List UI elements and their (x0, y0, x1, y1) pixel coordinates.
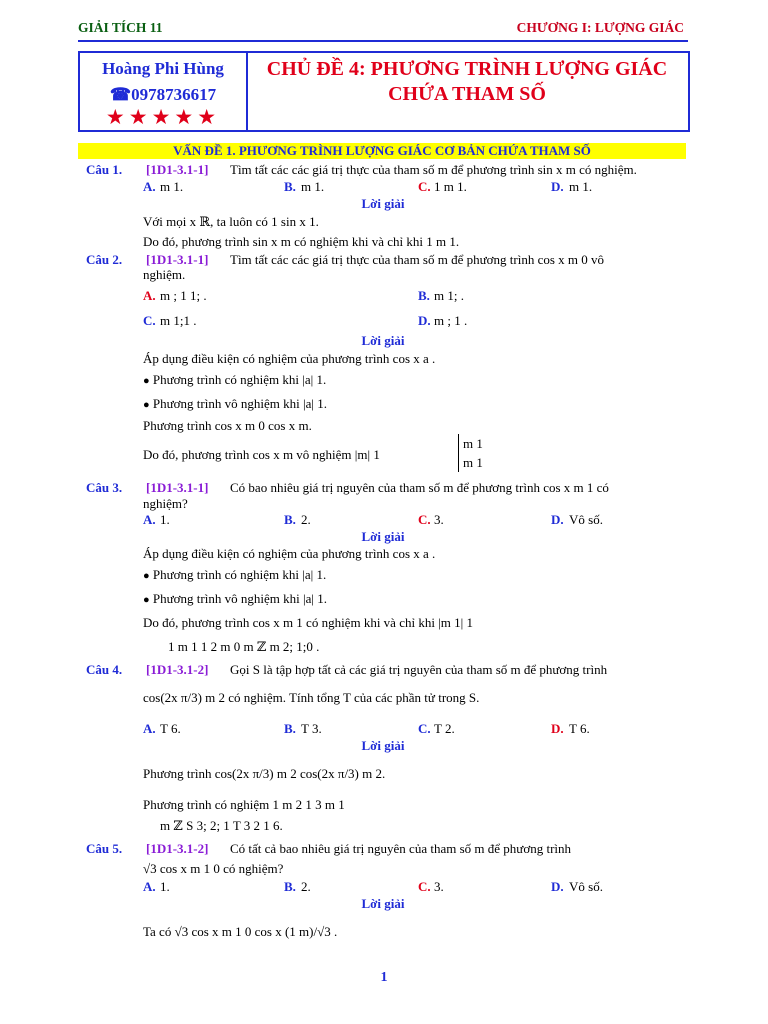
q5-tag: [1D1-3.1-2] (146, 841, 209, 856)
q1-option-a-label: A. (143, 179, 156, 194)
q2-option-b-label: B. (418, 288, 430, 303)
q1-option-c: 1 m 1. (434, 179, 467, 194)
q3-solution-line-2 (143, 567, 326, 584)
q3-option-c: 3. (434, 512, 444, 527)
header-divider (78, 40, 688, 42)
q4-solution-line-1: Phương trình cos(2x π/3) m 2 cos(2x π/3) m 2. (143, 766, 386, 781)
q2-solution-line-5: Do đó, phương trình cos x m vô nghiệm |m| 1 (143, 447, 380, 462)
q2-option-a: m ; 1 1; . (160, 288, 207, 303)
q2-option-a-label: A. (143, 288, 156, 303)
q2-option-b: m 1; . (434, 288, 464, 303)
q1-option-b: m 1. (301, 179, 325, 194)
q4-option-d: T 6. (569, 721, 590, 736)
q5-option-c: 3. (434, 879, 444, 894)
q5-option-a: 1. (160, 879, 170, 894)
q4-solution-line-3: m ℤ S 3; 2; 1 T 3 2 1 6. (160, 818, 283, 833)
q3-solution-line-1: Áp dụng điều kiện có nghiệm của phương trình cos x a . (143, 546, 436, 561)
q2-solution-line-1: Áp dụng điều kiện có nghiệm của phương trình cos x a . (143, 351, 436, 366)
q4-solution-line-2: Phương trình có nghiệm 1 m 2 1 3 m 1 (143, 797, 345, 812)
bullet-icon: ● (143, 570, 150, 582)
q1-text: Tìm tất các các giá trị thực của tham số m để phương trình sin x m có nghiệm. (230, 162, 637, 177)
q2-solution-line-3-text: Phương trình vô nghiệm khi |a| 1. (152, 396, 327, 411)
q3-solution-line-3 (143, 591, 327, 608)
bullet-icon: ● (143, 375, 150, 387)
author-cell (80, 53, 248, 130)
q2-solution-line-2 (143, 372, 326, 389)
header-chapter: CHƯƠNG I: LƯỢNG GIÁC (516, 20, 684, 35)
q5-text-cont: √3 cos x m 1 0 có nghiệm? (143, 861, 284, 876)
page-number: 1 (380, 970, 388, 985)
q3-option-a-label: A. (143, 512, 156, 527)
q4-option-b-label: B. (284, 721, 296, 736)
topic-title: CHỦ ĐỀ 4: PHƯƠNG TRÌNH LƯỢNG GIÁC CHỨA THAM SỐ (266, 58, 668, 105)
bullet-icon: ● (143, 399, 150, 411)
q1-solution-heading: Lời giải (361, 196, 405, 211)
q3-text-cont: nghiệm? (143, 496, 188, 511)
q5-solution-line-1: Ta có √3 cos x m 1 0 cos x (1 m)/√3 . (143, 924, 338, 939)
q2-solution-line-2-text: Phương trình có nghiệm khi |a| 1. (152, 372, 327, 387)
q4-number: Câu 4. (86, 662, 123, 677)
section-heading: VẤN ĐỀ 1. PHƯƠNG TRÌNH LƯỢNG GIÁC CƠ BẢN CHỨA THAM SỐ (78, 143, 686, 159)
q4-option-b: T 3. (301, 721, 322, 736)
bullet-icon: ● (143, 594, 150, 606)
q4-tag: [1D1-3.1-2] (146, 662, 209, 677)
q5-option-d: Vô số. (569, 879, 603, 894)
q2-option-d-label: D. (418, 313, 431, 328)
q5-option-b-label: B. (284, 879, 296, 894)
author-phone: ☎0978736617 (109, 85, 217, 104)
q2-option-d: m ; 1 . (434, 313, 468, 328)
q5-number: Câu 5. (86, 841, 123, 856)
q1-number: Câu 1. (86, 162, 123, 177)
q1-solution-line-1: Với mọi x ℝ, ta luôn có 1 sin x 1. (143, 214, 319, 229)
q4-text: Gọi S là tập hợp tất cả các giá trị nguyên của tham số m để phương trình (230, 662, 608, 677)
q2-tag: [1D1-3.1-1] (146, 252, 209, 267)
q4-solution-heading: Lời giải (361, 738, 405, 753)
q1-option-c-label: C. (418, 179, 431, 194)
q2-option-c-label: C. (143, 313, 156, 328)
q2-text: Tìm tất các các giá trị thực của tham số m để phương trình cos x m 0 vô (230, 252, 605, 267)
q5-option-c-label: C. (418, 879, 431, 894)
q3-solution-heading: Lời giải (361, 529, 405, 544)
q1-tag: [1D1-3.1-1] (146, 162, 209, 177)
q2-solution-cases (458, 434, 483, 472)
q3-option-b-label: B. (284, 512, 296, 527)
q1-solution-line-2: Do đó, phương trình sin x m có nghiệm khi và chỉ khi 1 m 1. (143, 234, 460, 249)
author-name: Hoàng Phi Hùng (102, 59, 224, 78)
q2-solution-line-3 (143, 396, 327, 413)
q3-tag: [1D1-3.1-1] (146, 480, 209, 495)
q1-option-d: m 1. (569, 179, 593, 194)
q5-option-b: 2. (301, 879, 311, 894)
q3-solution-line-5: 1 m 1 1 2 m 0 m ℤ m 2; 1;0 . (168, 639, 320, 654)
q3-option-c-label: C. (418, 512, 431, 527)
q4-option-c-label: C. (418, 721, 431, 736)
q2-solution-line-4: Phương trình cos x m 0 cos x m. (143, 418, 312, 433)
q4-text-cont: cos(2x π/3) m 2 có nghiệm. Tính tổng T của các phần tử trong S. (143, 690, 480, 705)
q4-option-a: T 6. (160, 721, 181, 736)
q4-option-a-label: A. (143, 721, 156, 736)
q3-solution-line-3-text: Phương trình vô nghiệm khi |a| 1. (152, 591, 327, 606)
q3-number: Câu 3. (86, 480, 123, 495)
q2-solution-heading: Lời giải (361, 333, 405, 348)
q3-option-a: 1. (160, 512, 170, 527)
q5-option-a-label: A. (143, 879, 156, 894)
q2-case-1: m 1 (463, 436, 483, 451)
q1-option-d-label: D. (551, 179, 564, 194)
q1-option-a: m 1. (160, 179, 184, 194)
q5-solution-heading: Lời giải (361, 896, 405, 911)
q5-option-d-label: D. (551, 879, 564, 894)
q3-option-d: Vô số. (569, 512, 603, 527)
q3-solution-line-2-text: Phương trình có nghiệm khi |a| 1. (152, 567, 327, 582)
title-box (78, 51, 690, 132)
q2-number: Câu 2. (86, 252, 123, 267)
q3-option-d-label: D. (551, 512, 564, 527)
q3-solution-line-4: Do đó, phương trình cos x m 1 có nghiệm khi và chỉ khi |m 1| 1 (143, 615, 474, 630)
header-subject: GIẢI TÍCH 11 (78, 20, 163, 35)
q2-case-2: m 1 (463, 455, 483, 470)
q5-text: Có tất cả bao nhiêu giá trị nguyên của tham số m để phương trình (230, 841, 572, 856)
q3-option-b: 2. (301, 512, 311, 527)
q1-option-b-label: B. (284, 179, 296, 194)
q4-option-d-label: D. (551, 721, 564, 736)
q3-text: Có bao nhiêu giá trị nguyên của tham số m để phương trình cos x m 1 có (230, 480, 609, 495)
q4-option-c: T 2. (434, 721, 455, 736)
q2-option-c: m 1;1 . (160, 313, 197, 328)
rating-stars-icon: ★★★★★ (105, 105, 221, 129)
q2-text-cont: nghiệm. (143, 267, 186, 282)
